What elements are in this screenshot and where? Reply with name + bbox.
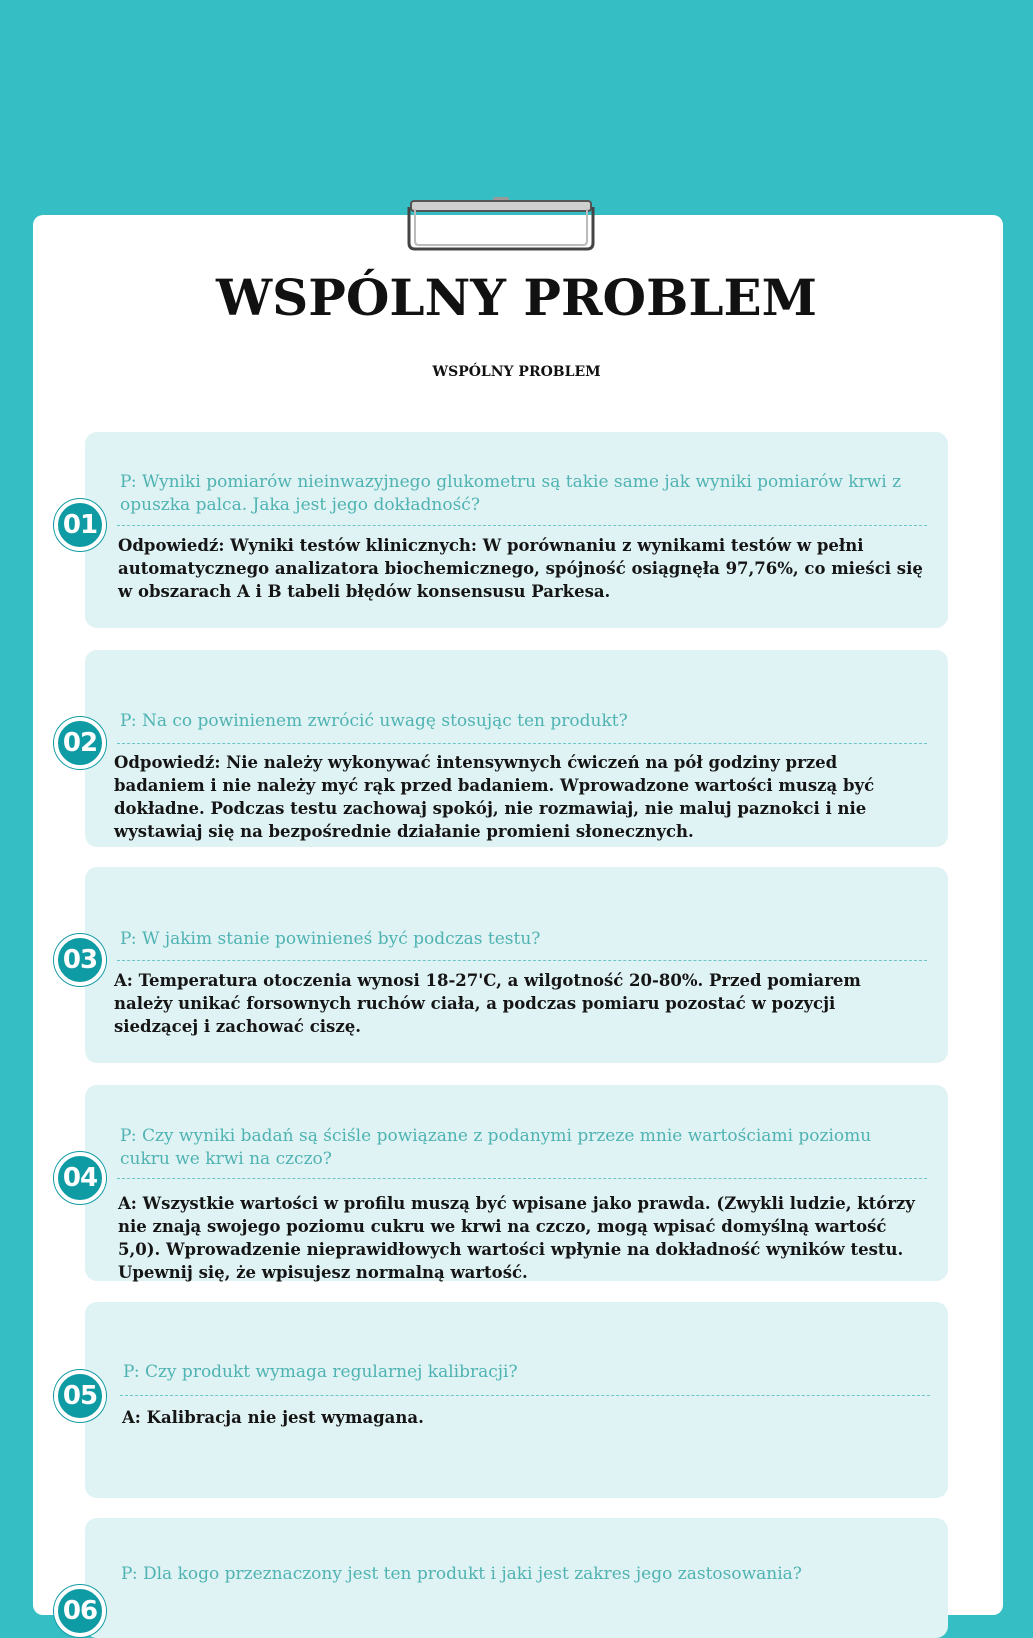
item-number-badge: 04 [54,1152,106,1204]
faq-question: P: Dla kogo przeznaczony jest ten produkt i jaki jest zakres jego zastosowania? [121,1564,802,1584]
dashed-divider [117,1178,927,1179]
item-number-badge: 01 [54,499,106,551]
faq-item [85,1302,948,1498]
dashed-divider [120,1395,930,1396]
item-number-badge: 03 [54,934,106,986]
dashed-divider [117,525,927,526]
faq-answer: Odpowiedź: Nie należy wykonywać intensywnych ćwiczeń na pół godziny przed badaniem i nie należy myć rąk przed badaniem. Wprowadzone wartości muszą być dokładne. Podczas testu zachowaj spokój, nie rozmawiaj, nie maluj paznokci i nie wystawiaj się na bezpośrednie działanie promieni słonecznych. [114,753,875,841]
faq-answer: A: Kalibracja nie jest wymagana. [122,1408,424,1427]
item-number-badge: 05 [54,1370,106,1422]
faq-answer: A: Wszystkie wartości w profilu muszą być wpisane jako prawda. (Zwykli ludzie, którzy nie znają swojego poziomu cukru we krwi na czczo, mogą wpisać domyślną wartość 5,0). Wprowadzenie nieprawidłowych wartości wpłynie na dokładność wyników testu. Upewnij się, że wpisujesz normalną wartość. [118,1194,915,1282]
faq-question: P: Wyniki pomiarów nieinwazyjnego glukometru są takie same jak wyniki pomiarów krwi z opuszka palca. Jaka jest jego dokładność? [120,472,902,515]
dashed-divider [117,743,927,744]
faq-question: P: Czy produkt wymaga regularnej kalibracji? [123,1362,518,1382]
faq-question: P: Czy wyniki badań są ściśle powiązane z podanymi przeze mnie wartościami poziomu cukru we krwi na czczo? [120,1126,872,1169]
page-subtitle: WSPÓLNY PROBLEM [432,364,601,380]
item-number-badge: 02 [54,717,106,769]
clipboard-clip-icon [405,197,597,252]
page-title: WSPÓLNY PROBLEM [216,268,817,327]
faq-answer: A: Temperatura otoczenia wynosi 18-27'C, a wilgotność 20-80%. Przed pomiarem należy unikać forsownych ruchów ciała, a podczas pomiaru pozostać w pozycji siedzącej i zachować ciszę. [114,971,861,1036]
faq-question: P: Na co powinienem zwrócić uwagę stosując ten produkt? [120,711,628,731]
faq-answer: Odpowiedź: Wyniki testów klinicznych: W porównaniu z wynikami testów w pełni automatycznego analizatora biochemicznego, spójność osiągnęła 97,76%, co mieści się w obszarach A i B tabeli błędów konsensusu Parkesa. [118,536,923,601]
dashed-divider [117,960,927,961]
faq-question: P: W jakim stanie powinieneś być podczas testu? [120,929,541,949]
item-number-badge: 06 [54,1585,106,1637]
